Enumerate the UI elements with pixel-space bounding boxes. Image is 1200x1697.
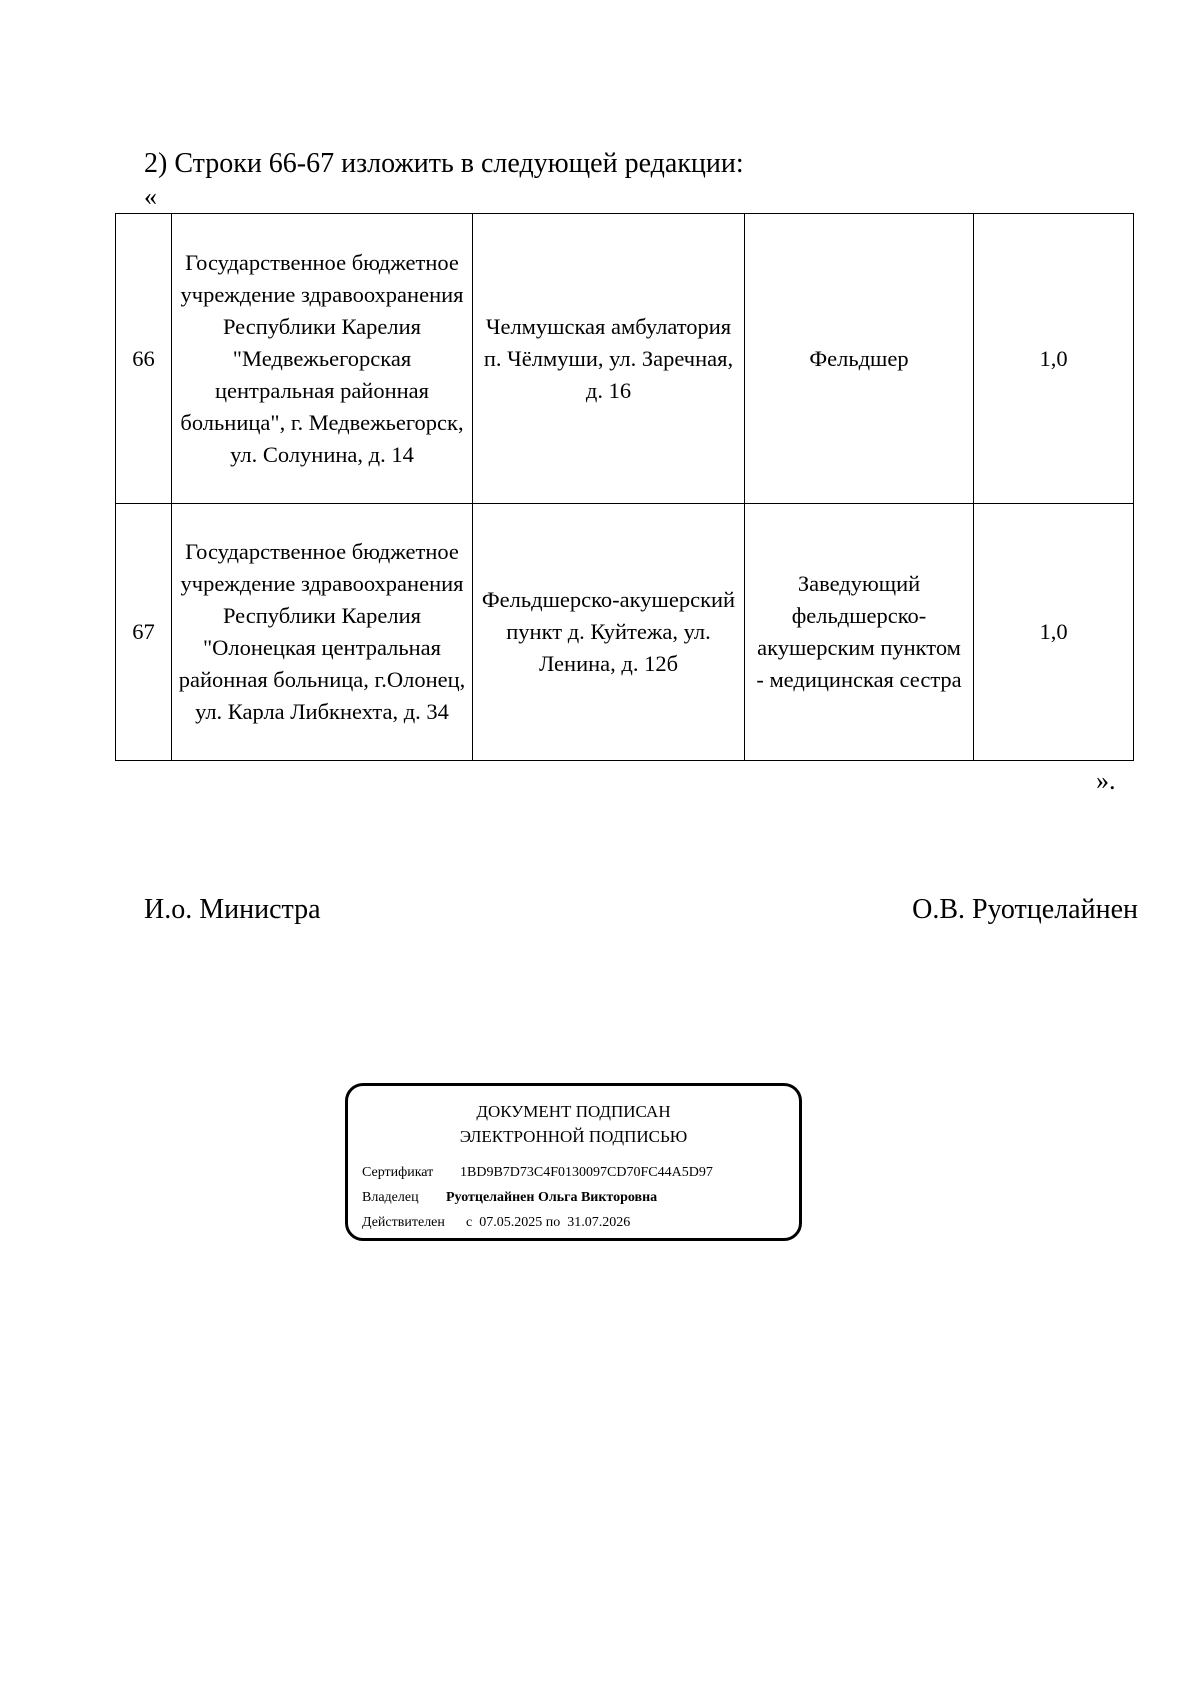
- row-number: 66: [116, 214, 172, 504]
- owner-value: Руотцелайнен Ольга Викторовна: [446, 1190, 658, 1205]
- organization-cell: Государственное бюджетное учреждение здравоохранения Республики Карелия "Медвежьегорская центральная районная больница", г. Медвежьегорск, ул. Солунина, д. 14: [172, 214, 473, 504]
- rate-cell: 1,0: [974, 504, 1134, 761]
- stamp-title-line-1: ДОКУМЕНТ ПОДПИСАН: [476, 1102, 671, 1121]
- validity-value: с 07.05.2025 по 31.07.2026: [466, 1215, 631, 1230]
- table-row: [116, 214, 1134, 504]
- certificate-value: 1BD9B7D73C4F0130097CD70FC44A5D97: [460, 1165, 713, 1180]
- stamp-owner-row: [362, 1189, 657, 1207]
- stamp-certificate-row: [362, 1164, 713, 1182]
- owner-label: Владелец: [362, 1190, 419, 1205]
- signatory-title: И.о. Министра: [144, 894, 321, 925]
- electronic-signature-stamp: [345, 1083, 802, 1241]
- stamp-title-line-2: ЭЛЕКТРОННОЙ ПОДПИСЬЮ: [459, 1127, 688, 1146]
- stamp-validity-row: [362, 1214, 630, 1232]
- row-number: 67: [116, 504, 172, 761]
- position-cell: Заведующий фельдшерско-акушерским пунктом - медицинская сестра: [745, 504, 974, 761]
- open-quote: «: [144, 182, 157, 211]
- location-cell: Фельдшерско-акушерский пункт д. Куйтежа, ул. Ленина, д. 12б: [473, 504, 745, 761]
- certificate-label: Сертификат: [362, 1165, 434, 1180]
- position-cell: Фельдшер: [745, 214, 974, 504]
- location-cell: Челмушская амбулатория п. Чёлмуши, ул. Заречная, д. 16: [473, 214, 745, 504]
- intro-text: 2) Строки 66-67 изложить в следующей редакции:: [144, 148, 744, 179]
- stamp-title: [348, 1099, 799, 1149]
- validity-label: Действителен: [362, 1215, 445, 1230]
- table-row: [116, 504, 1134, 761]
- close-quote: ».: [1096, 766, 1116, 795]
- organization-cell: Государственное бюджетное учреждение здравоохранения Республики Карелия "Олонецкая центральная районная больница, г.Олонец, ул. Карла Либкнехта, д. 34: [172, 504, 473, 761]
- rate-cell: 1,0: [974, 214, 1134, 504]
- rows-table: [115, 213, 1134, 761]
- signatory-name: О.В. Руотцелайнен: [912, 894, 1138, 925]
